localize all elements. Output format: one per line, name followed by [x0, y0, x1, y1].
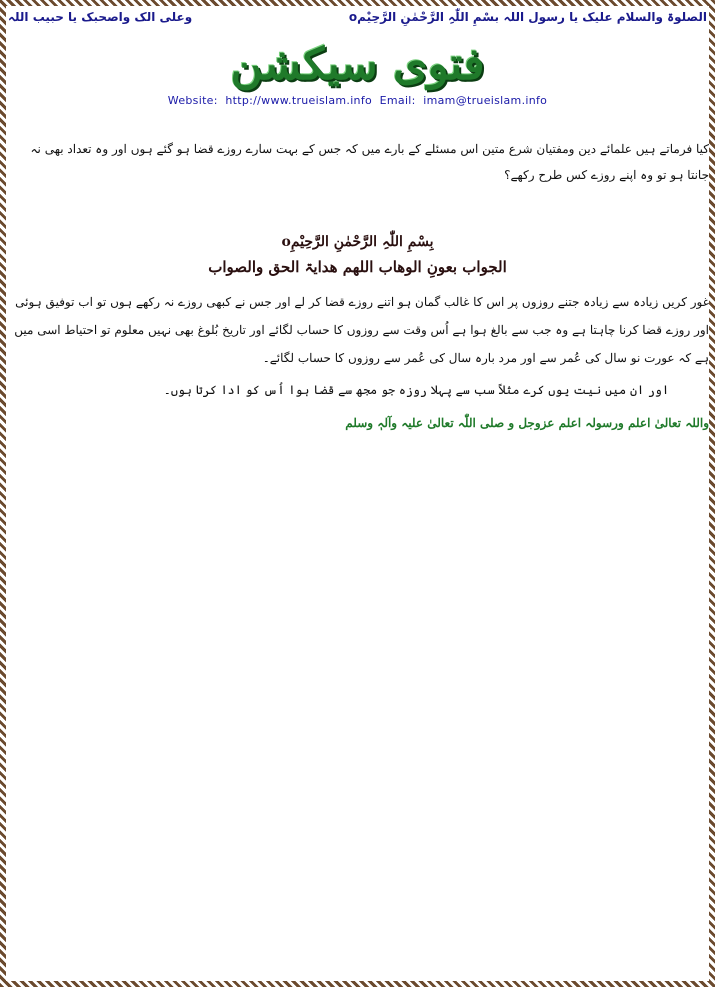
answer-body	[8, 288, 709, 404]
header-salutation-left: وعلی الک واصحبک یا حبیب اللہ	[8, 10, 193, 24]
closing-line: واللہ تعالیٰ اعلم ورسولہ اعلم عزوجل و صلی اللّٰہ تعالیٰ علیہ وآلہٖ وسلم	[345, 416, 709, 430]
header-salutation-right: الصلوۃ والسلام علیک یا رسول اللہ	[503, 10, 707, 24]
website-link[interactable]: http://www.trueislam.info	[225, 94, 373, 107]
answer-paragraph-2: اور ان میں نیت یوں کرے مثلاً سب سے پہلا روزہ جو مجھ سے قضا ہوا اُس کو ادا کرتا ہوں۔	[163, 383, 669, 397]
header-salutations	[6, 10, 709, 28]
contact-line	[6, 94, 709, 107]
answer-paragraph-1: غور کریں زیادہ سے زیادہ جتنے روزوں پر اس کا غالب گمان ہو اتنے روزے قضا کر لے اور جس نے کبھی روزے نہ رکھے ہوں تو اب توفیق ہوئی اور روزے قضا کرنا چاہتا ہے وہ جب سے بالغ ہوا ہے اُس وقت سے روزوں کا حساب لگائے اور تاریخ بُلوغ بھی نہیں معلوم تو احتیاط اسی میں ہے کہ عورت نو سال کی عُمر سے اور مرد بارہ سال کی عُمر سے روزوں کا حساب لگائے۔	[14, 295, 709, 365]
question-text: کیا فرماتے ہیں علمائے دین ومفتیان شرع متین اس مسئلے کے بارے میں کہ جس کے بہت سارے روزے قضا ہو گئے ہوں اور وہ تعداد بھی نہ جانتا ہو تو وہ اپنے روزے کس طرح رکھے؟	[30, 142, 709, 182]
email-link[interactable]: imam@trueislam.info	[423, 94, 548, 107]
document-body	[6, 6, 709, 981]
header-bismillah: بسْمِ اللّٰہِ الرَّحْمٰنِ الرَّحِیْمo	[348, 10, 499, 24]
email-label: Email:	[379, 94, 416, 107]
answer-heading: الجواب بعونِ الوھاب اللھم ھدایۃ الحق والصواب	[208, 258, 507, 276]
answer-bismillah: بِسْمِ اللّٰہِ الرَّحْمٰنِ الرَّحِیْمِo	[281, 234, 434, 250]
website-label: Website:	[167, 94, 218, 107]
page-title: فتوی سیکشن	[230, 39, 485, 90]
